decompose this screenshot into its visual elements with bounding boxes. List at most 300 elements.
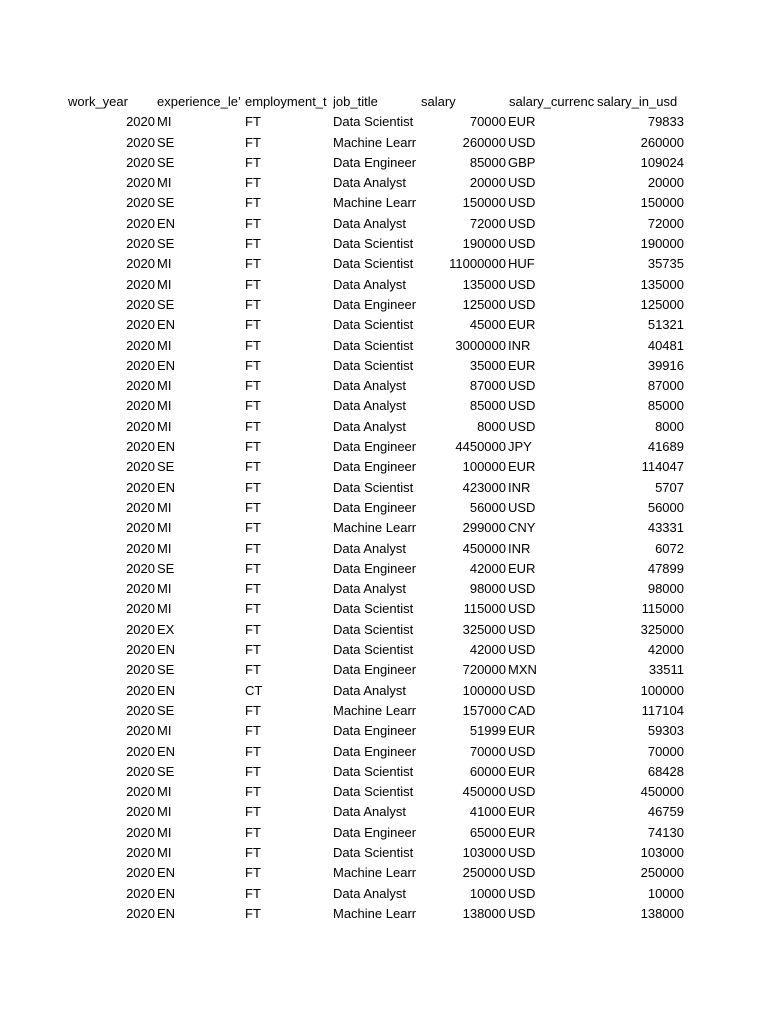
cell-job-title: Machine Learr [333, 905, 417, 921]
cell-salary-in-usd: 103000 [640, 844, 684, 860]
cell-salary-in-usd: 59303 [647, 723, 684, 739]
cell-employment-type: FT [245, 317, 261, 333]
cell-salary: 720000 [462, 662, 506, 678]
cell-work-year: 2020 [126, 317, 155, 333]
cell-salary: 250000 [462, 865, 506, 881]
cell-salary-currency: USD [508, 621, 536, 637]
cell-salary-in-usd: 114047 [641, 459, 684, 475]
cell-salary-in-usd: 72000 [647, 215, 684, 231]
cell-employment-type: FT [245, 114, 261, 130]
cell-salary: 157000 [462, 702, 506, 718]
cell-job-title: Data Scientist [333, 763, 414, 779]
cell-employment-type: FT [245, 296, 261, 312]
cell-job-title: Data Scientist [333, 236, 414, 252]
cell-experience-level: EN [157, 439, 176, 455]
cell-salary: 56000 [469, 499, 506, 515]
cell-salary-currency: USD [508, 398, 536, 414]
cell-salary: 299000 [462, 520, 506, 536]
cell-salary: 51999 [469, 723, 506, 739]
cell-salary: 190000 [462, 236, 506, 252]
cell-employment-type: FT [245, 865, 261, 881]
cell-salary: 60000 [469, 763, 506, 779]
table-row [0, 802, 768, 822]
cell-salary: 450000 [462, 540, 506, 556]
cell-salary-in-usd: 10000 [647, 885, 684, 901]
cell-experience-level: MI [157, 418, 172, 434]
table-row [0, 539, 768, 559]
cell-salary: 45000 [469, 317, 506, 333]
cell-job-title: Data Scientist [333, 256, 414, 272]
cell-work-year: 2020 [126, 134, 155, 150]
cell-salary-in-usd: 135000 [640, 276, 684, 292]
cell-salary-in-usd: 35735 [647, 256, 684, 272]
cell-salary-in-usd: 100000 [640, 682, 684, 698]
cell-salary-in-usd: 85000 [647, 398, 684, 414]
cell-salary: 20000 [469, 175, 506, 191]
table-row [0, 437, 768, 457]
cell-salary-currency: MXN [508, 662, 537, 678]
cell-job-title: Data Analyst [333, 398, 406, 414]
cell-experience-level: EX [157, 621, 175, 637]
cell-job-title: Data Analyst [333, 276, 406, 292]
cell-work-year: 2020 [126, 824, 155, 840]
cell-employment-type: FT [245, 154, 261, 170]
cell-employment-type: FT [245, 357, 261, 373]
cell-employment-type: FT [245, 702, 261, 718]
cell-salary-currency: USD [508, 581, 536, 597]
cell-salary-currency: USD [508, 276, 536, 292]
cell-salary-currency: HUF [508, 256, 535, 272]
cell-employment-type: CT [245, 682, 263, 698]
cell-job-title: Data Engineer [333, 743, 417, 759]
cell-salary-in-usd: 40481 [647, 337, 684, 353]
cell-salary: 150000 [462, 195, 506, 211]
cell-salary-currency: GBP [508, 154, 536, 170]
table-row [0, 884, 768, 904]
cell-employment-type: FT [245, 804, 261, 820]
table-row [0, 843, 768, 863]
cell-salary: 70000 [469, 114, 506, 130]
cell-job-title: Data Scientist [333, 357, 414, 373]
cell-salary-in-usd: 70000 [647, 743, 684, 759]
cell-employment-type: FT [245, 885, 261, 901]
cell-employment-type: FT [245, 499, 261, 515]
cell-salary: 65000 [469, 824, 506, 840]
cell-employment-type: FT [245, 540, 261, 556]
cell-experience-level: SE [157, 154, 175, 170]
cell-salary-in-usd: 6072 [655, 540, 684, 556]
cell-work-year: 2020 [126, 276, 155, 292]
table-row [0, 660, 768, 680]
table-row [0, 823, 768, 843]
cell-employment-type: FT [245, 743, 261, 759]
cell-experience-level: SE [157, 459, 175, 475]
cell-employment-type: FT [245, 560, 261, 576]
cell-job-title: Data Scientist [333, 601, 414, 617]
table-row [0, 153, 768, 173]
cell-salary-in-usd: 260000 [640, 134, 684, 150]
cell-salary-currency: USD [508, 905, 536, 921]
cell-work-year: 2020 [126, 621, 155, 637]
cell-job-title: Data Engineer [333, 560, 417, 576]
cell-salary-in-usd: 56000 [647, 499, 684, 515]
cell-salary-currency: USD [508, 296, 536, 312]
cell-employment-type: FT [245, 844, 261, 860]
cell-salary-currency: EUR [508, 763, 536, 779]
table-row [0, 721, 768, 741]
cell-salary-currency: USD [508, 134, 536, 150]
cell-experience-level: MI [157, 276, 172, 292]
cell-experience-level: MI [157, 804, 172, 820]
cell-salary: 11000000 [449, 256, 506, 272]
cell-salary-in-usd: 42000 [647, 642, 684, 658]
table-row [0, 214, 768, 234]
cell-job-title: Data Engineer [333, 459, 417, 475]
table-row [0, 173, 768, 193]
cell-salary-currency: USD [508, 642, 536, 658]
table-row [0, 193, 768, 213]
cell-salary-in-usd: 150000 [640, 195, 684, 211]
cell-job-title: Data Scientist [333, 844, 414, 860]
cell-job-title: Data Engineer [333, 296, 417, 312]
cell-salary-currency: EUR [508, 317, 536, 333]
cell-salary-in-usd: 43331 [647, 520, 684, 536]
cell-salary-currency: USD [508, 499, 536, 515]
cell-experience-level: MI [157, 398, 172, 414]
table-row [0, 620, 768, 640]
cell-employment-type: FT [245, 905, 261, 921]
cell-work-year: 2020 [126, 743, 155, 759]
cell-salary: 10000 [469, 885, 506, 901]
cell-job-title: Data Analyst [333, 418, 406, 434]
cell-work-year: 2020 [126, 337, 155, 353]
table-row [0, 782, 768, 802]
spreadsheet-table [0, 92, 768, 924]
cell-salary-currency: CNY [508, 520, 536, 536]
cell-work-year: 2020 [126, 642, 155, 658]
cell-salary: 138000 [462, 905, 506, 921]
cell-salary-currency: EUR [508, 804, 536, 820]
cell-employment-type: FT [245, 378, 261, 394]
cell-salary: 260000 [462, 134, 506, 150]
table-row [0, 518, 768, 538]
cell-experience-level: SE [157, 560, 175, 576]
cell-salary: 42000 [469, 560, 506, 576]
cell-salary-currency: USD [508, 844, 536, 860]
header-work-year: work_year [68, 94, 128, 109]
cell-employment-type: FT [245, 215, 261, 231]
cell-job-title: Data Scientist [333, 621, 414, 637]
cell-employment-type: FT [245, 520, 261, 536]
cell-salary-currency: USD [508, 378, 536, 394]
cell-work-year: 2020 [126, 865, 155, 881]
cell-salary-currency: JPY [508, 439, 532, 455]
cell-work-year: 2020 [126, 114, 155, 130]
table-row [0, 559, 768, 579]
table-row [0, 315, 768, 335]
table-row [0, 112, 768, 132]
cell-salary-currency: EUR [508, 824, 536, 840]
cell-employment-type: FT [245, 439, 261, 455]
cell-work-year: 2020 [126, 885, 155, 901]
cell-experience-level: MI [157, 256, 172, 272]
cell-salary: 115000 [463, 601, 506, 617]
table-row [0, 396, 768, 416]
table-row [0, 599, 768, 619]
cell-experience-level: EN [157, 357, 176, 373]
cell-job-title: Data Engineer [333, 723, 417, 739]
table-row [0, 498, 768, 518]
cell-salary-currency: INR [508, 479, 531, 495]
cell-employment-type: FT [245, 236, 261, 252]
cell-experience-level: MI [157, 337, 172, 353]
cell-job-title: Data Engineer [333, 824, 417, 840]
cell-salary: 125000 [462, 296, 506, 312]
cell-experience-level: SE [157, 763, 175, 779]
cell-job-title: Data Engineer [333, 154, 417, 170]
cell-salary-in-usd: 117104 [641, 702, 684, 718]
cell-work-year: 2020 [126, 499, 155, 515]
cell-employment-type: FT [245, 479, 261, 495]
cell-salary: 42000 [469, 642, 506, 658]
table-row [0, 457, 768, 477]
cell-experience-level: SE [157, 662, 175, 678]
cell-salary-currency: USD [508, 784, 536, 800]
cell-salary: 41000 [469, 804, 506, 820]
cell-salary: 4450000 [455, 439, 506, 455]
cell-work-year: 2020 [126, 581, 155, 597]
cell-salary: 450000 [462, 784, 506, 800]
cell-work-year: 2020 [126, 175, 155, 191]
cell-experience-level: MI [157, 581, 172, 597]
cell-employment-type: FT [245, 581, 261, 597]
cell-salary-currency: USD [508, 682, 536, 698]
cell-job-title: Data Scientist [333, 784, 414, 800]
cell-salary-in-usd: 138000 [640, 905, 684, 921]
cell-salary-in-usd: 87000 [647, 378, 684, 394]
cell-work-year: 2020 [126, 195, 155, 211]
cell-employment-type: FT [245, 642, 261, 658]
cell-salary: 100000 [462, 459, 506, 475]
table-row [0, 133, 768, 153]
cell-experience-level: SE [157, 236, 175, 252]
cell-salary-in-usd: 190000 [640, 236, 684, 252]
cell-salary: 325000 [462, 621, 506, 637]
cell-salary-currency: INR [508, 337, 531, 353]
cell-experience-level: EN [157, 682, 176, 698]
table-row [0, 356, 768, 376]
table-row [0, 681, 768, 701]
cell-experience-level: EN [157, 642, 176, 658]
cell-experience-level: SE [157, 702, 175, 718]
table-row [0, 234, 768, 254]
header-salary-in-usd: salary_in_usd [597, 94, 678, 109]
table-row [0, 478, 768, 498]
cell-salary: 85000 [469, 398, 506, 414]
cell-work-year: 2020 [126, 804, 155, 820]
table-row [0, 579, 768, 599]
header-experience-level: experience_le’ [157, 94, 241, 109]
cell-experience-level: SE [157, 296, 175, 312]
cell-salary: 103000 [462, 844, 506, 860]
cell-experience-level: MI [157, 540, 172, 556]
cell-work-year: 2020 [126, 398, 155, 414]
cell-employment-type: FT [245, 337, 261, 353]
cell-employment-type: FT [245, 175, 261, 191]
cell-experience-level: MI [157, 844, 172, 860]
cell-work-year: 2020 [126, 154, 155, 170]
cell-work-year: 2020 [126, 520, 155, 536]
cell-salary-currency: EUR [508, 357, 536, 373]
cell-salary: 98000 [469, 581, 506, 597]
cell-experience-level: SE [157, 195, 175, 211]
cell-experience-level: SE [157, 134, 175, 150]
cell-employment-type: FT [245, 256, 261, 272]
cell-experience-level: MI [157, 175, 172, 191]
cell-job-title: Data Engineer [333, 499, 417, 515]
header-employment-type: employment_t [245, 94, 327, 109]
cell-work-year: 2020 [126, 378, 155, 394]
cell-experience-level: MI [157, 499, 172, 515]
cell-employment-type: FT [245, 418, 261, 434]
cell-experience-level: EN [157, 885, 176, 901]
cell-salary-in-usd: 41689 [647, 439, 684, 455]
cell-job-title: Data Analyst [333, 215, 406, 231]
cell-salary: 8000 [477, 418, 506, 434]
cell-work-year: 2020 [126, 682, 155, 698]
cell-job-title: Data Scientist [333, 114, 414, 130]
table-row [0, 295, 768, 315]
cell-salary-in-usd: 46759 [647, 804, 684, 820]
table-row [0, 762, 768, 782]
cell-work-year: 2020 [126, 763, 155, 779]
cell-salary-in-usd: 39916 [647, 357, 684, 373]
cell-salary-in-usd: 450000 [640, 784, 684, 800]
cell-job-title: Data Analyst [333, 804, 406, 820]
cell-salary-currency: EUR [508, 560, 536, 576]
cell-work-year: 2020 [126, 439, 155, 455]
cell-salary-currency: USD [508, 175, 536, 191]
header-job-title: job_title [333, 94, 378, 109]
header-row [0, 92, 768, 112]
cell-salary-in-usd: 74130 [647, 824, 684, 840]
table-row [0, 254, 768, 274]
cell-salary-currency: USD [508, 601, 536, 617]
cell-experience-level: EN [157, 865, 176, 881]
table-row [0, 376, 768, 396]
cell-experience-level: MI [157, 114, 172, 130]
cell-work-year: 2020 [126, 560, 155, 576]
cell-salary-in-usd: 20000 [647, 175, 684, 191]
cell-salary: 3000000 [455, 337, 506, 353]
cell-salary-currency: USD [508, 195, 536, 211]
cell-experience-level: MI [157, 601, 172, 617]
cell-experience-level: EN [157, 479, 176, 495]
cell-job-title: Data Analyst [333, 885, 406, 901]
cell-salary-in-usd: 68428 [647, 763, 684, 779]
cell-job-title: Data Analyst [333, 682, 406, 698]
cell-work-year: 2020 [126, 357, 155, 373]
cell-experience-level: MI [157, 378, 172, 394]
cell-work-year: 2020 [126, 418, 155, 434]
cell-work-year: 2020 [126, 215, 155, 231]
cell-experience-level: EN [157, 317, 176, 333]
cell-salary-in-usd: 250000 [640, 865, 684, 881]
cell-employment-type: FT [245, 601, 261, 617]
cell-salary-in-usd: 33511 [648, 662, 684, 678]
cell-work-year: 2020 [126, 662, 155, 678]
cell-salary-in-usd: 5707 [655, 479, 684, 495]
cell-salary-in-usd: 79833 [647, 114, 684, 130]
cell-job-title: Data Analyst [333, 581, 406, 597]
cell-experience-level: MI [157, 824, 172, 840]
header-salary: salary [421, 94, 456, 109]
cell-work-year: 2020 [126, 844, 155, 860]
header-salary-currency: salary_currenc [509, 94, 595, 109]
cell-employment-type: FT [245, 662, 261, 678]
cell-salary-currency: USD [508, 885, 536, 901]
cell-experience-level: EN [157, 905, 176, 921]
cell-job-title: Data Engineer [333, 439, 417, 455]
cell-salary-currency: USD [508, 865, 536, 881]
cell-job-title: Data Scientist [333, 337, 414, 353]
table-row [0, 640, 768, 660]
cell-employment-type: FT [245, 763, 261, 779]
cell-work-year: 2020 [126, 723, 155, 739]
cell-salary: 35000 [469, 357, 506, 373]
cell-salary-currency: USD [508, 743, 536, 759]
cell-employment-type: FT [245, 398, 261, 414]
cell-work-year: 2020 [126, 256, 155, 272]
cell-job-title: Data Engineer [333, 662, 417, 678]
table-row [0, 701, 768, 721]
cell-salary-currency: USD [508, 215, 536, 231]
cell-experience-level: MI [157, 784, 172, 800]
cell-salary-in-usd: 8000 [655, 418, 684, 434]
cell-salary-in-usd: 115000 [641, 601, 684, 617]
cell-work-year: 2020 [126, 236, 155, 252]
cell-salary: 423000 [462, 479, 506, 495]
cell-job-title: Data Analyst [333, 378, 406, 394]
cell-work-year: 2020 [126, 296, 155, 312]
cell-work-year: 2020 [126, 459, 155, 475]
cell-salary-in-usd: 98000 [647, 581, 684, 597]
cell-experience-level: EN [157, 743, 176, 759]
cell-job-title: Machine Learr [333, 865, 417, 881]
cell-salary-currency: EUR [508, 459, 536, 475]
cell-salary-currency: EUR [508, 114, 536, 130]
cell-salary: 85000 [469, 154, 506, 170]
cell-job-title: Data Analyst [333, 175, 406, 191]
cell-job-title: Machine Learr [333, 702, 417, 718]
cell-employment-type: FT [245, 784, 261, 800]
cell-salary: 87000 [469, 378, 506, 394]
cell-experience-level: MI [157, 723, 172, 739]
cell-employment-type: FT [245, 723, 261, 739]
cell-work-year: 2020 [126, 479, 155, 495]
cell-employment-type: FT [245, 134, 261, 150]
table-row [0, 904, 768, 924]
cell-salary-currency: USD [508, 236, 536, 252]
cell-salary-currency: INR [508, 540, 531, 556]
cell-job-title: Machine Learr [333, 134, 417, 150]
cell-job-title: Data Scientist [333, 642, 414, 658]
table-row [0, 336, 768, 356]
cell-job-title: Machine Learr [333, 195, 417, 211]
cell-work-year: 2020 [126, 702, 155, 718]
cell-job-title: Machine Learr [333, 520, 417, 536]
cell-salary: 70000 [469, 743, 506, 759]
